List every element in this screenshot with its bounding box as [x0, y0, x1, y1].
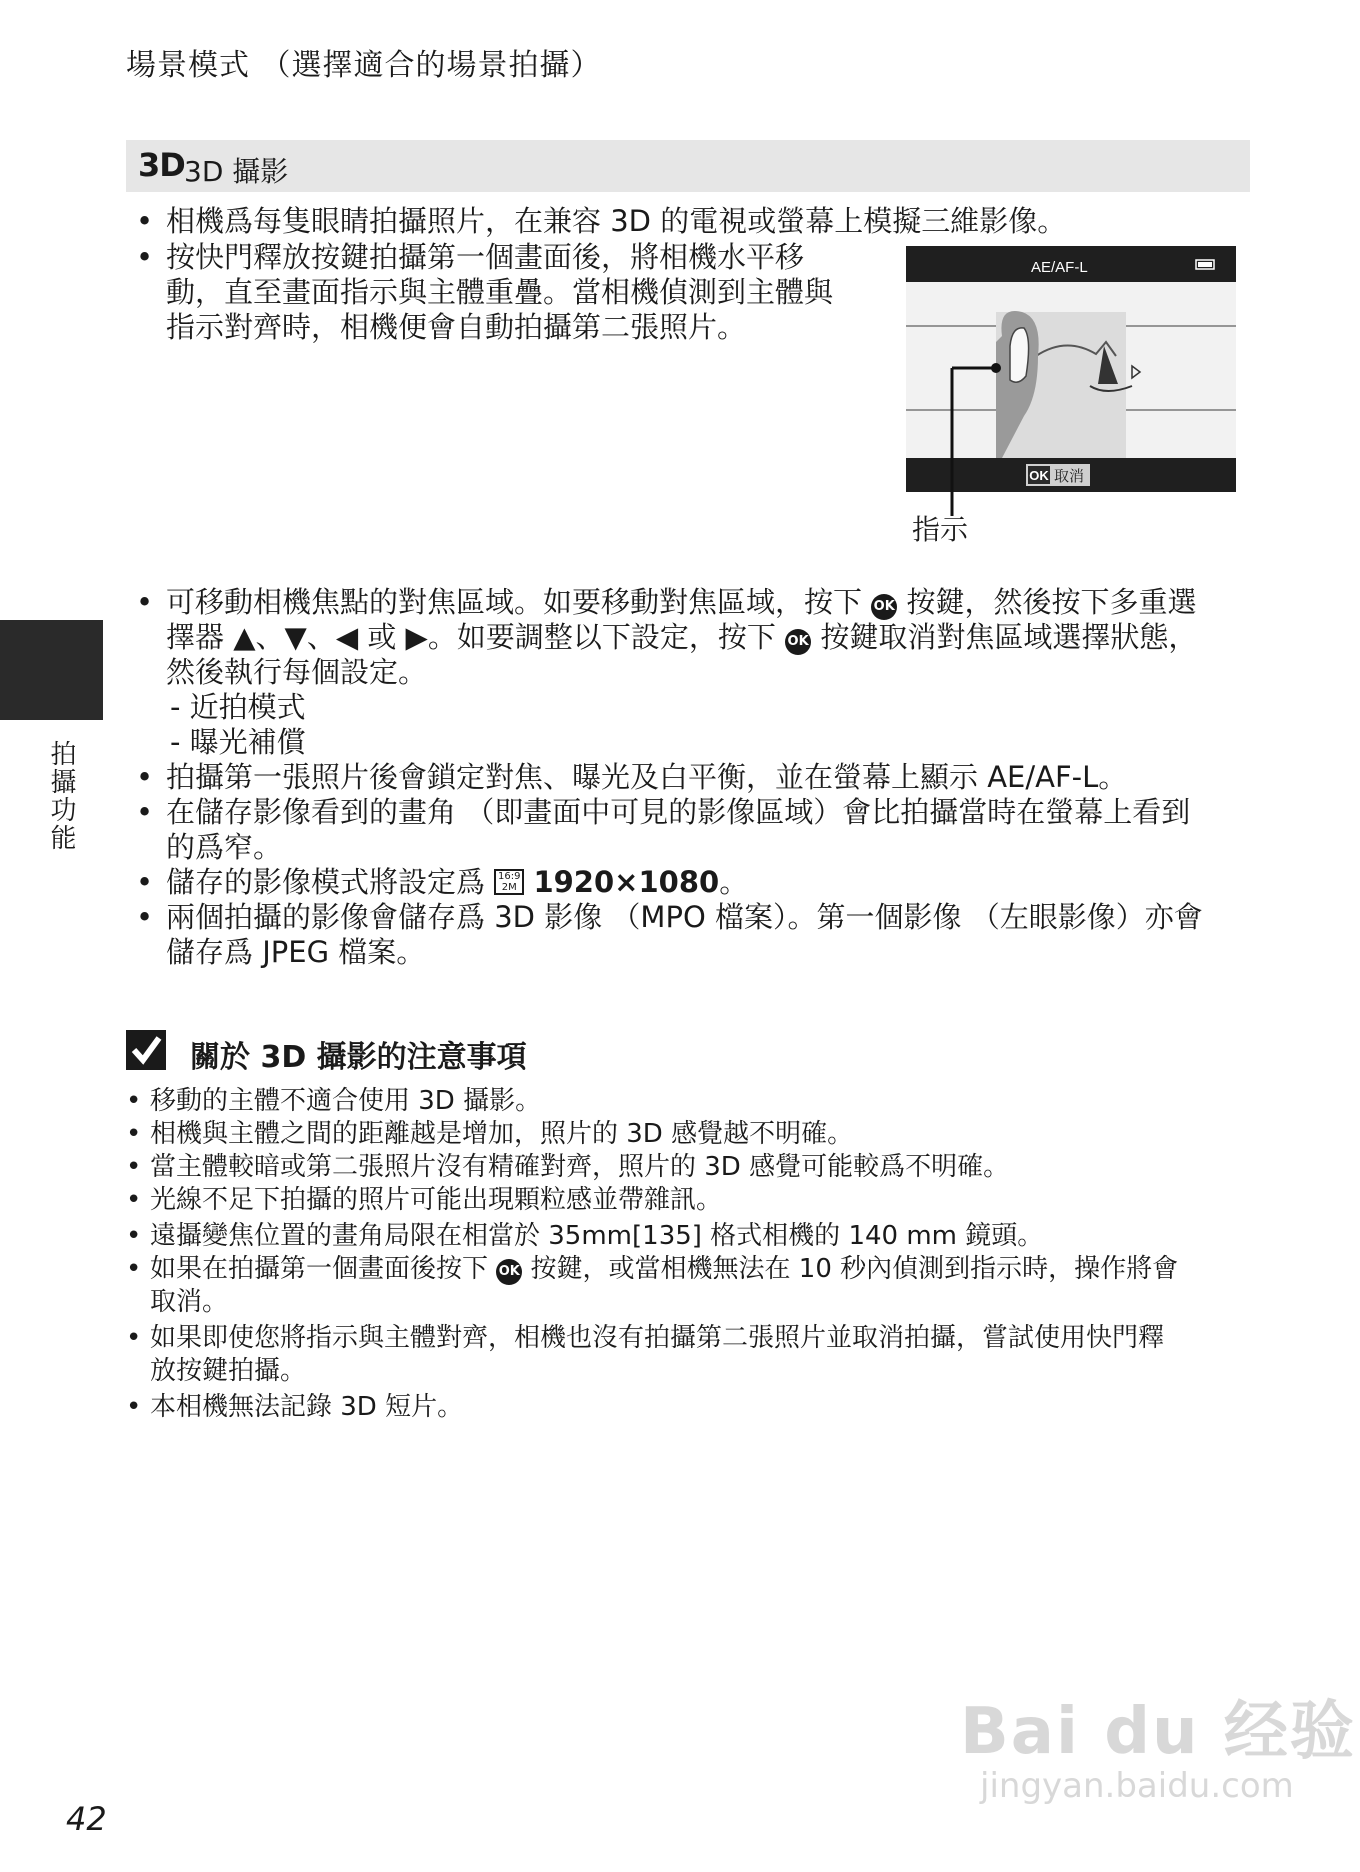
ok-button-icon: OK [871, 594, 897, 620]
status-readout: AE/AF-L [1031, 259, 1088, 276]
watermark-logo: Bai du 经验 [960, 1695, 1356, 1769]
caution-check-icon [126, 1030, 166, 1070]
sub-list-item: - 曝光補償 [170, 725, 306, 759]
ok-button-icon: OK [496, 1259, 522, 1285]
running-header: 場景模式 （選擇適合的場景拍攝） [126, 48, 602, 83]
list-item-continuation: 的爲窄。 [166, 830, 283, 864]
chapter-side-label: 拍攝功能 [46, 740, 76, 852]
figure-caption: 指示 [912, 513, 969, 546]
image-mode-icon: 16:9 2M [494, 869, 524, 895]
watermark-url: jingyan.baidu.com [980, 1766, 1294, 1806]
note-item-continuation: 取消。 [150, 1287, 229, 1317]
chapter-side-tab [0, 620, 103, 720]
ok-key: OK [1029, 468, 1049, 483]
list-item-continuation: 然後執行每個設定。 [166, 655, 428, 689]
face-outline [1010, 328, 1029, 382]
ok-button-icon: OK [785, 629, 811, 655]
camera-screen-illustration [906, 246, 1236, 546]
section-heading-bar [126, 140, 1250, 192]
list-item-continuation: 擇器 ▲、▼、◀ 或 ▶。如要調整以下設定，按下 OK 按鍵取消對焦區域選擇狀態， [166, 620, 1198, 654]
list-item-continuation: 動，直至畫面指示與主體重疊。當相機偵測到主體與 [166, 275, 834, 309]
page-number: 42 [66, 1800, 107, 1838]
3d-mode-icon: 3D [138, 146, 185, 184]
list-item-continuation: 儲存爲 JPEG 檔案。 [166, 935, 426, 969]
note-item-continuation: 放按鍵拍攝。 [150, 1356, 307, 1386]
section-title: 3D 攝影 [184, 155, 289, 188]
cancel-label: 取消 [1054, 467, 1085, 485]
sub-list-item: - 近拍模式 [170, 690, 306, 724]
list-item-continuation: 指示對齊時，相機便會自動拍攝第二張照片。 [166, 310, 747, 344]
